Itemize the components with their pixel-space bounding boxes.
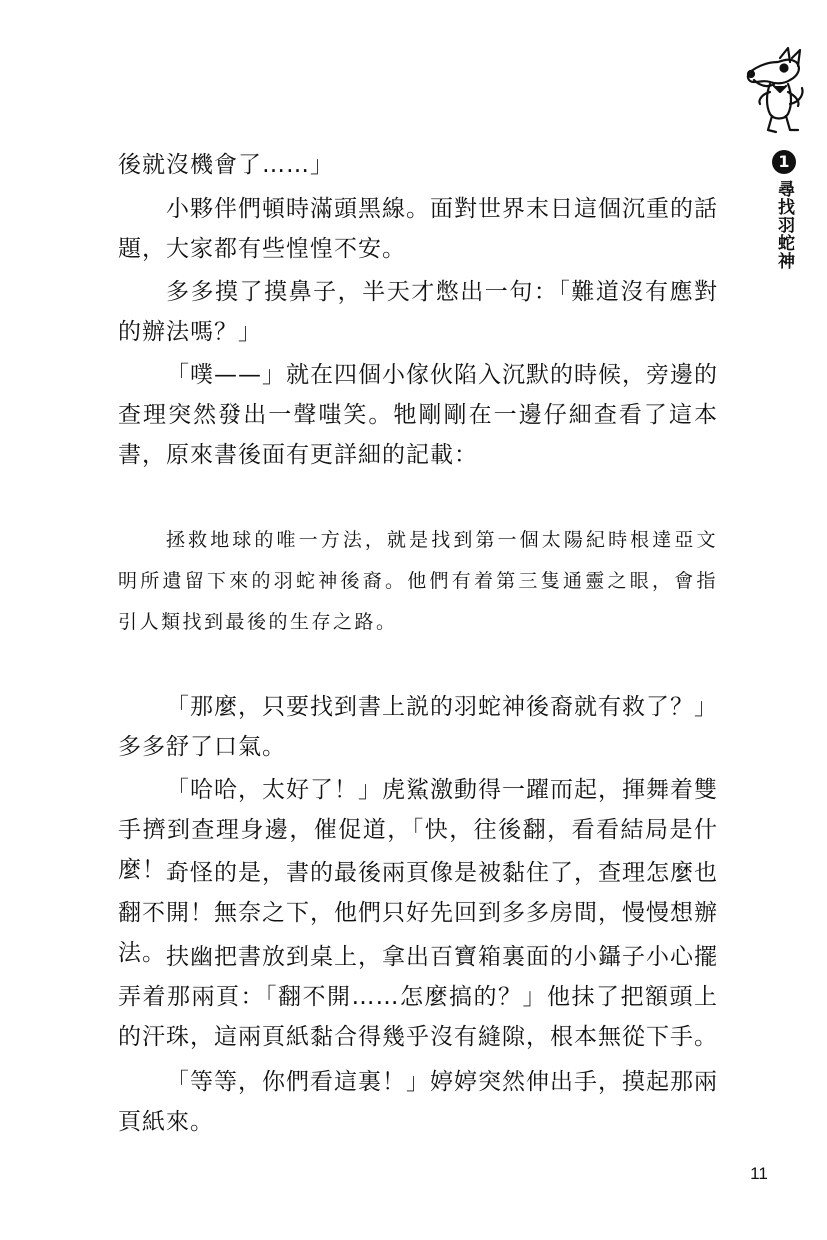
page-number: 11 (750, 1164, 768, 1183)
paragraph: 「等等，你們看這裏！」婷婷突然伸出手，摸起那兩頁紙來。 (118, 1069, 718, 1135)
paragraph: 「噗——」就在四個小傢伙陷入沉默的時候，旁邊的查理突然發出一聲嗤笑。牠剛剛在一邊仔細查看了這本書，原來書後面有更詳細的記載： (118, 362, 718, 468)
paragraph: 扶幽把書放到桌上，拿出百寶箱裏面的小鑷子小心擺弄着那兩頁：「翻不開……怎麼搞的？」他抹了把額頭上的汗珠，這兩頁紙黏合得幾乎沒有縫隙，根本無從下手。 (118, 944, 718, 1050)
paragraph: 「哈哈，太好了！」虎鯊激動得一躍而起，揮舞着雙手擠到查理身邊，催促道，「快，往後翻，看看結局是什麼！」 (118, 777, 718, 883)
paragraph: 後就沒機會了……」 (118, 152, 334, 178)
paragraph: 奇怪的是，書的最後兩頁像是被黏住了，查理怎麼也翻不開！無奈之下，他們只好先回到多多房間，慢慢想辦法。 (118, 860, 718, 966)
paragraph: 小夥伴們頓時滿頭黑線。面對世界末日這個沉重的話題，大家都有些惶惶不安。 (118, 196, 718, 262)
book-excerpt-quote: 拯救地球的唯一方法，就是找到第一個太陽紀時根達亞文明所遺留下來的羽蛇神後裔。他們有着第三隻通靈之眼，會指引人類找到最後的生存之路。 (118, 529, 718, 633)
paragraph: 「那麼，只要找到書上説的羽蛇神後裔就有救了？」多多舒了口氣。 (118, 694, 718, 760)
chapter-title: 尋找羽蛇神 (774, 180, 794, 270)
cartoon-dog-icon (740, 44, 810, 144)
chapter-number-badge: 1 (772, 150, 796, 174)
paragraph: 多多摸了摸鼻子，半天才憋出一句：「難道沒有應對的辦法嗎？」 (118, 279, 718, 345)
